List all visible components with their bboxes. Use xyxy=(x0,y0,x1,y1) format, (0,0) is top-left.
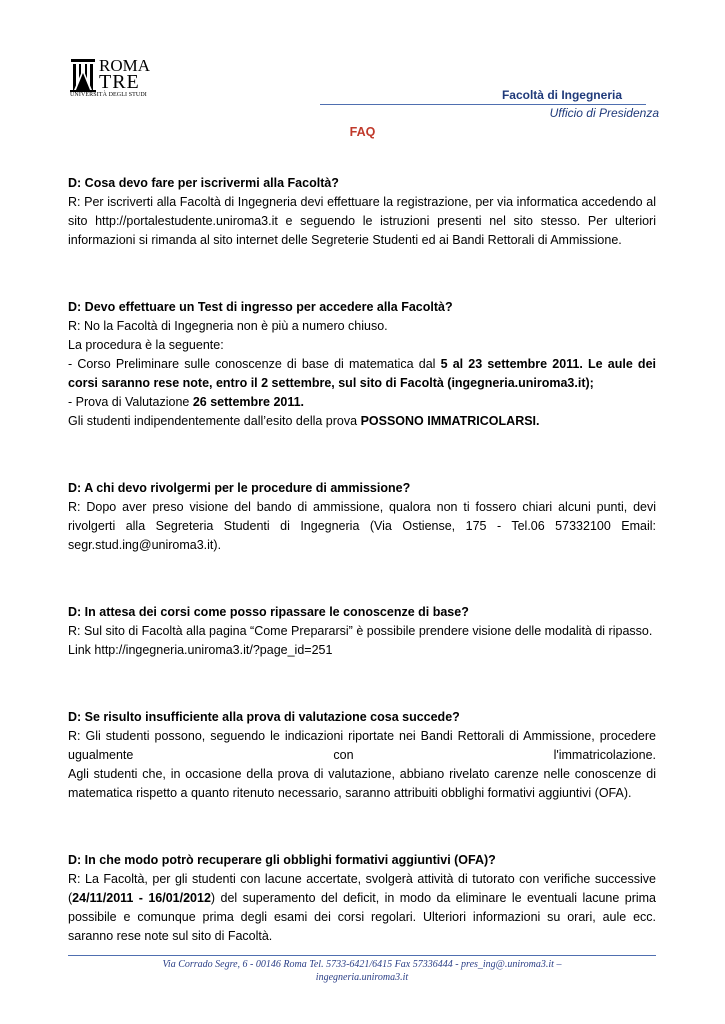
faq-content xyxy=(68,174,656,994)
faq-answer-note xyxy=(68,412,656,431)
faq-item xyxy=(68,174,656,250)
faq-question: D: A chi devo rivolgermi per le procedure di ammissione? xyxy=(68,481,411,495)
faq-question: D: Devo effettuare un Test di ingresso per accedere alla Facoltà? xyxy=(68,300,453,314)
note-text: Gli studenti indipendentemente dall’esito della prova xyxy=(68,414,361,428)
evaluation-text: - Prova di Valutazione xyxy=(68,395,193,409)
faq-answer-evaluation xyxy=(68,393,656,412)
footer xyxy=(68,958,656,984)
faq-answer-procedure: La procedura è la seguente: xyxy=(68,338,224,352)
faq-item xyxy=(68,479,656,555)
faq-answer xyxy=(68,870,656,946)
faq-answer: R: Per iscriverti alla Facoltà di Ingegneria devi effettuare la registrazione, per via informatica accedendo al sito http://portalestudente.uniroma3.it e seguendo le istruzioni presenti nel sito stesso. Per ulteriori informazioni si rimanda al sito internet delle Segreterie Studenti ed ai Bandi Rettorali di Ammissione. xyxy=(68,195,656,247)
header-office: Ufficio di Presidenza xyxy=(549,106,659,120)
university-logo xyxy=(70,57,160,101)
page-title xyxy=(0,125,725,139)
faq-answer-course xyxy=(68,355,656,393)
header-faculty: Facoltà di Ingegneria xyxy=(501,88,622,102)
evaluation-date: 26 settembre 2011. xyxy=(192,395,305,409)
faq-answer-link[interactable]: Link http://ingegneria.uniroma3.it/?page_id=251 xyxy=(68,643,333,657)
footer-divider xyxy=(68,955,656,956)
header-divider xyxy=(320,104,646,105)
faq-answer: R: No la Facoltà di Ingegneria non è più a numero chiuso. xyxy=(68,319,388,333)
footer-website[interactable]: ingegneria.uniroma3.it xyxy=(315,972,409,983)
logo-text-tre: TRE xyxy=(99,71,140,93)
logo-text-roma: ROMA xyxy=(99,56,151,75)
faq-question: D: In attesa dei corsi come posso ripassare le conoscenze di base? xyxy=(68,605,469,619)
faq-question: D: Cosa devo fare per iscrivermi alla Facoltà? xyxy=(68,176,339,190)
faq-answer: R: Gli studenti possono, seguendo le indicazioni riportate nei Bandi Rettorali di Ammissione, procedere ugualmente con l'immatricolazione. xyxy=(68,729,656,762)
footer-address: Via Corrado Segre, 6 - 00146 Roma Tel. 5733-6421/6415 Fax 57336444 - pres_ing@.uniroma3.it – xyxy=(162,959,562,970)
faq-item xyxy=(68,603,656,660)
course-text: - Corso Preliminare sulle conoscenze di base di matematica dal xyxy=(68,357,441,371)
answer-dates: 24/11/2011 - 16/01/2012 xyxy=(72,891,211,905)
course-dates: 5 al 23 settembre 2011. Le aule dei corsi saranno rese note, entro il 2 settembre, sul sito di Facoltà (ingegneria.uniroma3.it); xyxy=(68,357,656,390)
answer-text-continued: ) del superamento del deficit, in modo da eliminare le eventuali lacune prima possibile e comunque prima degli esami dei corsi regolari. Ulteriori informazioni su orari, aule ecc. saranno rese note sul sito di Facoltà. xyxy=(68,891,656,943)
faq-item xyxy=(68,298,656,431)
logo-text-university: UNIVERSITÀ DEGLI STUDI xyxy=(70,92,147,98)
answer-text: R: La Facoltà, per gli studenti con lacune accertate, svolgerà attività di tutorato con verifiche successive ( xyxy=(68,872,656,905)
faq-answer: R: Dopo aver preso visione del bando di ammissione, qualora non ti fossero chiari alcuni punti, devi rivolgerti alla Segreteria Studenti di Ingegneria (Via Ostiense, 175 - Tel.06 57332100 Email: segr.stud.ing@uniroma3.it). xyxy=(68,500,656,552)
faq-answer: R: Sul sito di Facoltà alla pagina “Come Prepararsi” è possibile prendere visione delle modalità di ripasso. xyxy=(68,624,653,638)
faq-item xyxy=(68,851,656,946)
faq-answer-ofa: Agli studenti che, in occasione della prova di valutazione, abbiano rivelato carenze nelle conoscenze di matematica rispetto a quanto ritenuto necessario, saranno attribuiti obblighi formativi aggiuntivi (OFA). xyxy=(68,767,656,800)
faq-item xyxy=(68,708,656,803)
roma-tre-logo-icon xyxy=(70,57,96,97)
note-emphasis: POSSONO IMMATRICOLARSI. xyxy=(360,414,540,428)
page-title-text: FAQ xyxy=(349,125,376,139)
faq-question: D: In che modo potrò recuperare gli obblighi formativi aggiuntivi (OFA)? xyxy=(68,853,496,867)
faq-question: D: Se risulto insufficiente alla prova di valutazione cosa succede? xyxy=(68,710,460,724)
